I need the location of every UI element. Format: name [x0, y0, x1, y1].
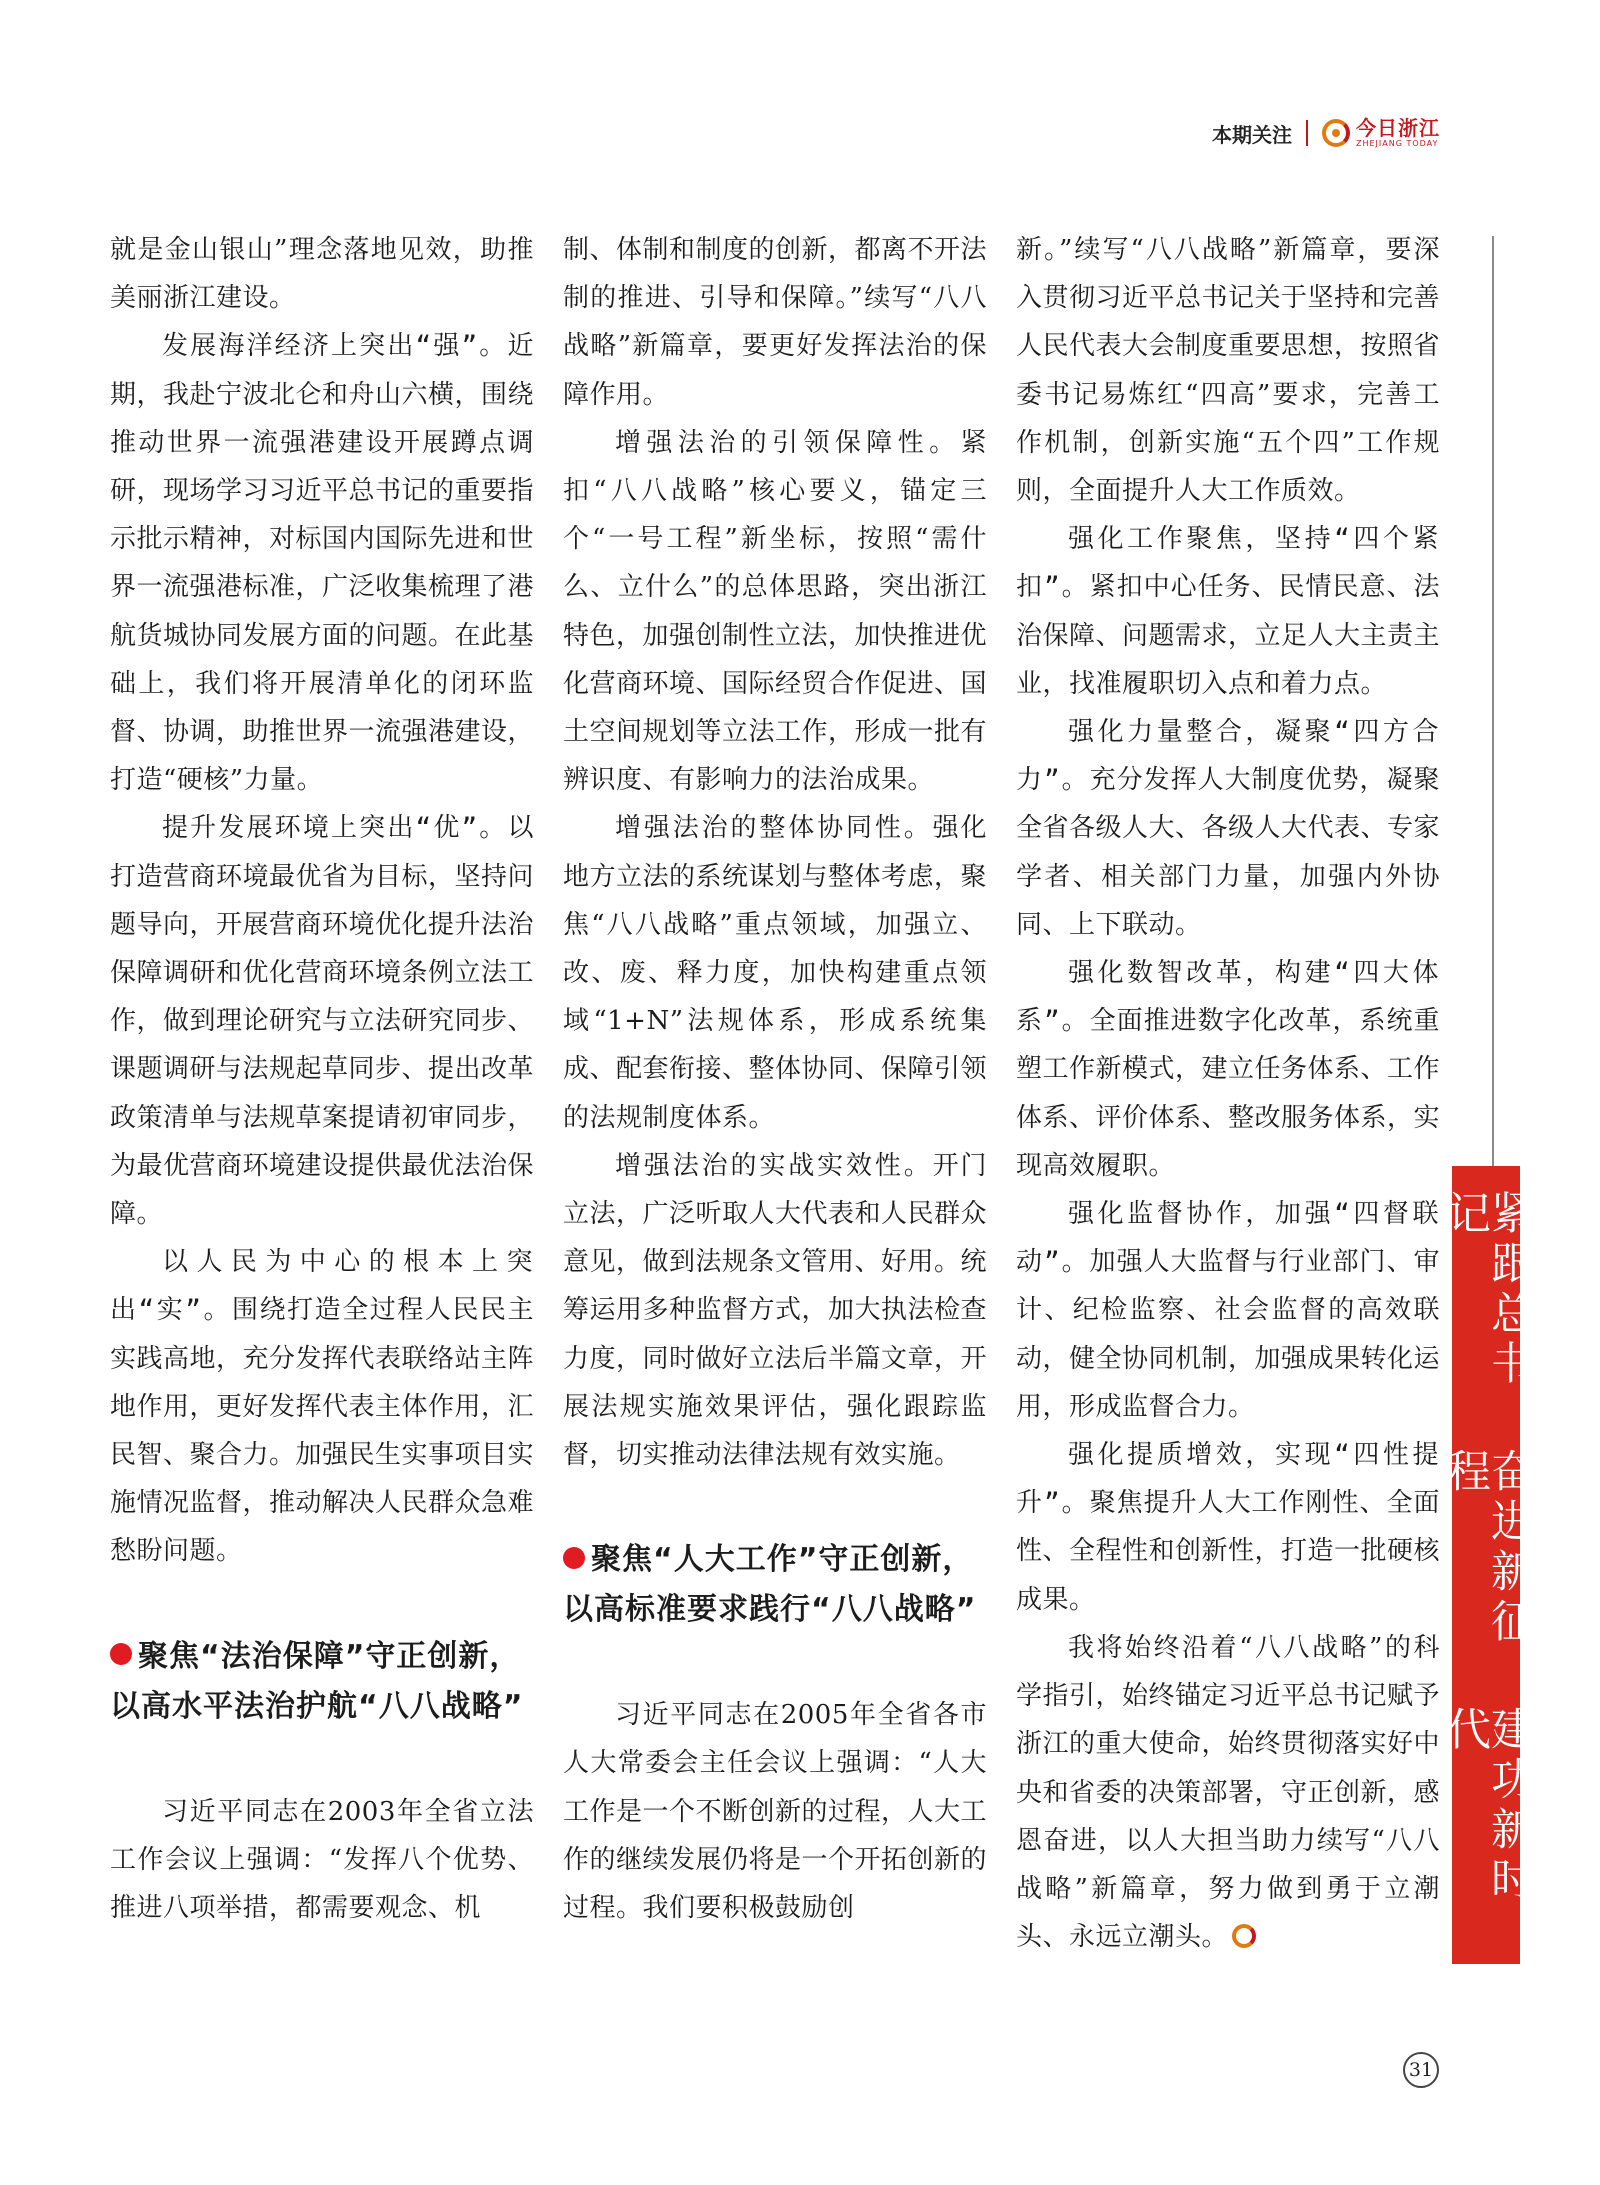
magazine-logo	[1322, 118, 1440, 148]
column-2	[563, 226, 987, 1932]
section-heading-text: 聚焦“人大工作”守正创新，以高标准要求践行“八八战略”	[563, 1542, 977, 1628]
banner-text: 建功新时代	[1439, 1706, 1534, 1906]
paragraph	[1016, 708, 1440, 949]
banner-text: 奋进新征程	[1439, 1448, 1534, 1648]
paragraph	[563, 419, 987, 805]
logo-title: 今日浙江	[1356, 116, 1440, 140]
paragraph-lead: 强化力量整合，凝聚“四方合力”。	[1016, 717, 1440, 796]
paragraph	[563, 804, 987, 1141]
paragraph	[110, 322, 534, 804]
paragraph: 就是金山银山”理念落地见效，助推美丽浙江建设。	[110, 235, 534, 314]
red-bullet-icon	[563, 1547, 585, 1569]
paragraph-body: 近期，我赴宁波北仑和舟山六横，围绕推动世界一流强港建设开展蹲点调研，现场学习习近平总书记的重要指示批示精神，对标国内国际先进和世界一流强港标准，广泛收集梳理了港航货城协同发展方面的问题。在此基础上，我们将开展清单化的闭环监督、协调，助推世界一流强港建设，打造“硬核”力量。	[110, 331, 535, 796]
paragraph	[1016, 1190, 1440, 1431]
paragraph-lead: 强化工作聚焦，坚持“四个紧扣”。	[1016, 524, 1440, 603]
paragraph-body: 围绕打造全过程人民民主实践高地，充分发挥代表联络站主阵地作用，更好发挥代表主体作用，汇民智、聚合力。加强民生实事项目实施情况监督，推动解决人民群众急难愁盼问题。	[110, 1295, 535, 1567]
paragraph: 新。”续写“八八战略”新篇章，要深入贯彻习近平总书记关于坚持和完善人民代表大会制度重要思想，按照省委书记易炼红“四高”要求，完善工作机制，创新实施“五个四”工作规则，全面提升人大工作质效。	[1016, 235, 1441, 507]
paragraph-body: 紧扣中心任务、民情民意、法治保障、问题需求，立足人大主责主业，找准履职切入点和着力点。	[1016, 572, 1441, 699]
paragraph-lead: 强化监督协作，加强“四督联动”。	[1016, 1199, 1440, 1278]
paragraph-lead: 强化数智改革，构建“四大体系”。	[1016, 958, 1440, 1037]
paragraph-lead: 以人民为中心的根本上突出“实”。	[110, 1247, 534, 1326]
paragraph	[1016, 1431, 1440, 1624]
paragraph	[110, 804, 534, 1238]
page-header	[1212, 118, 1440, 148]
paragraph-lead: 增强法治的引领保障性。	[615, 427, 961, 458]
paragraph-lead: 增强法治的实战实效性。	[615, 1150, 933, 1181]
sidebar-rule	[1492, 236, 1494, 1166]
paragraph-body: 我将始终沿着“八八战略”的科学指引，始终锚定习近平总书记赋予浙江的重大使命，始终贯彻落实好中央和省委的决策部署，守正创新，感恩奋进，以人大担当助力续写“八八战略”新篇章，努力做到勇于立潮头、永远立潮头。	[1016, 1632, 1441, 1953]
column-3	[1016, 226, 1440, 1961]
paragraph-body: 全面推进数字化改革，系统重塑工作新模式，建立任务体系、工作体系、评价体系、整改服务体系，实现高效履职。	[1016, 1006, 1441, 1181]
end-mark-icon	[1232, 1924, 1256, 1948]
section-heading	[110, 1632, 534, 1732]
paragraph	[1016, 1624, 1440, 1961]
column-1	[110, 226, 534, 1932]
section-label: 本期关注	[1212, 122, 1292, 147]
column-banner	[1439, 1166, 1534, 1964]
banner-text: 紧跟总书记	[1439, 1190, 1534, 1390]
paragraph-body: 充分发挥人大制度优势，凝聚全省各级人大、各级人大代表、专家学者、相关部门力量，加强内外协同、上下联动。	[1016, 765, 1441, 940]
red-bullet-icon	[110, 1643, 132, 1665]
paragraph	[563, 1142, 987, 1479]
logo-subtitle: ZHEJIANG TODAY	[1356, 139, 1439, 148]
paragraph-body: 紧扣“八八战略”核心要义，锚定三个“一号工程”新坐标，按照“需什么、立什么”的总体思路，突出浙江特色，加强创制性立法，加快推进优化营商环境、国际经贸合作促进、国土空间规划等立法工作，形成一批有辨识度、有影响力的法治成果。	[563, 427, 988, 796]
paragraph	[110, 1238, 534, 1575]
paragraph-body: 开门立法，广泛听取人大代表和人民群众意见，做到法规条文管用、好用。统筹运用多种监督方式，加大执法检查力度，同时做好立法后半篇文章，开展法规实施效果评估，强化跟踪监督，切实推动法律法规有效实施。	[563, 1150, 988, 1471]
paragraph: 制、体制和制度的创新，都离不开法制的推进、引导和保障。”续写“八八战略”新篇章，要更好发挥法治的保障作用。	[563, 235, 988, 410]
section-heading	[563, 1535, 987, 1635]
paragraph: 习近平同志在2005年全省各市人大常委会主任会议上强调：“人大工作是一个不断创新的过程，人大工作的继续发展仍将是一个开拓创新的过程。我们要积极鼓励创	[563, 1700, 988, 1924]
section-heading-text: 聚焦“法治保障”守正创新，以高水平法治护航“八八战略”	[110, 1638, 524, 1724]
paragraph-body: 加强人大监督与行业部门、审计、纪检监察、社会监督的高效联动，健全协同机制，加强成果转化运用，形成监督合力。	[1016, 1247, 1441, 1422]
paragraph-lead: 提升发展环境上突出“优”。	[162, 813, 508, 844]
paragraph	[1016, 515, 1440, 708]
page-number: 31	[1403, 2052, 1439, 2088]
paragraph-body: 以打造营商环境最优省为目标，坚持问题导向，开展营商环境优化提升法治保障调研和优化营商环境条例立法工作，做到理论研究与立法研究同步、课题调研与法规起草同步、提出改革政策清单与法规草案提请初审同步，为最优营商环境建设提供最优法治保障。	[110, 813, 535, 1230]
paragraph-lead: 增强法治的整体协同性。	[615, 813, 933, 844]
paragraph-body: 聚焦提升人大工作刚性、全面性、全程性和创新性，打造一批硬核成果。	[1016, 1488, 1441, 1615]
paragraph-lead: 发展海洋经济上突出“强”。	[162, 331, 508, 362]
paragraph: 习近平同志在2003年全省立法工作会议上强调：“发挥八个优势、推进八项举措，都需要观念、机	[110, 1796, 534, 1924]
paragraph	[1016, 949, 1440, 1190]
logo-icon	[1322, 119, 1350, 147]
paragraph-body: 强化地方立法的系统谋划与整体考虑，聚焦“八八战略”重点领域，加强立、改、废、释力度，加快构建重点领域“1+N”法规体系，形成系统集成、配套衔接、整体协同、保障引领的法规制度体系。	[563, 813, 988, 1133]
header-divider	[1306, 120, 1308, 146]
paragraph-lead: 强化提质增效，实现“四性提升”。	[1016, 1440, 1440, 1519]
